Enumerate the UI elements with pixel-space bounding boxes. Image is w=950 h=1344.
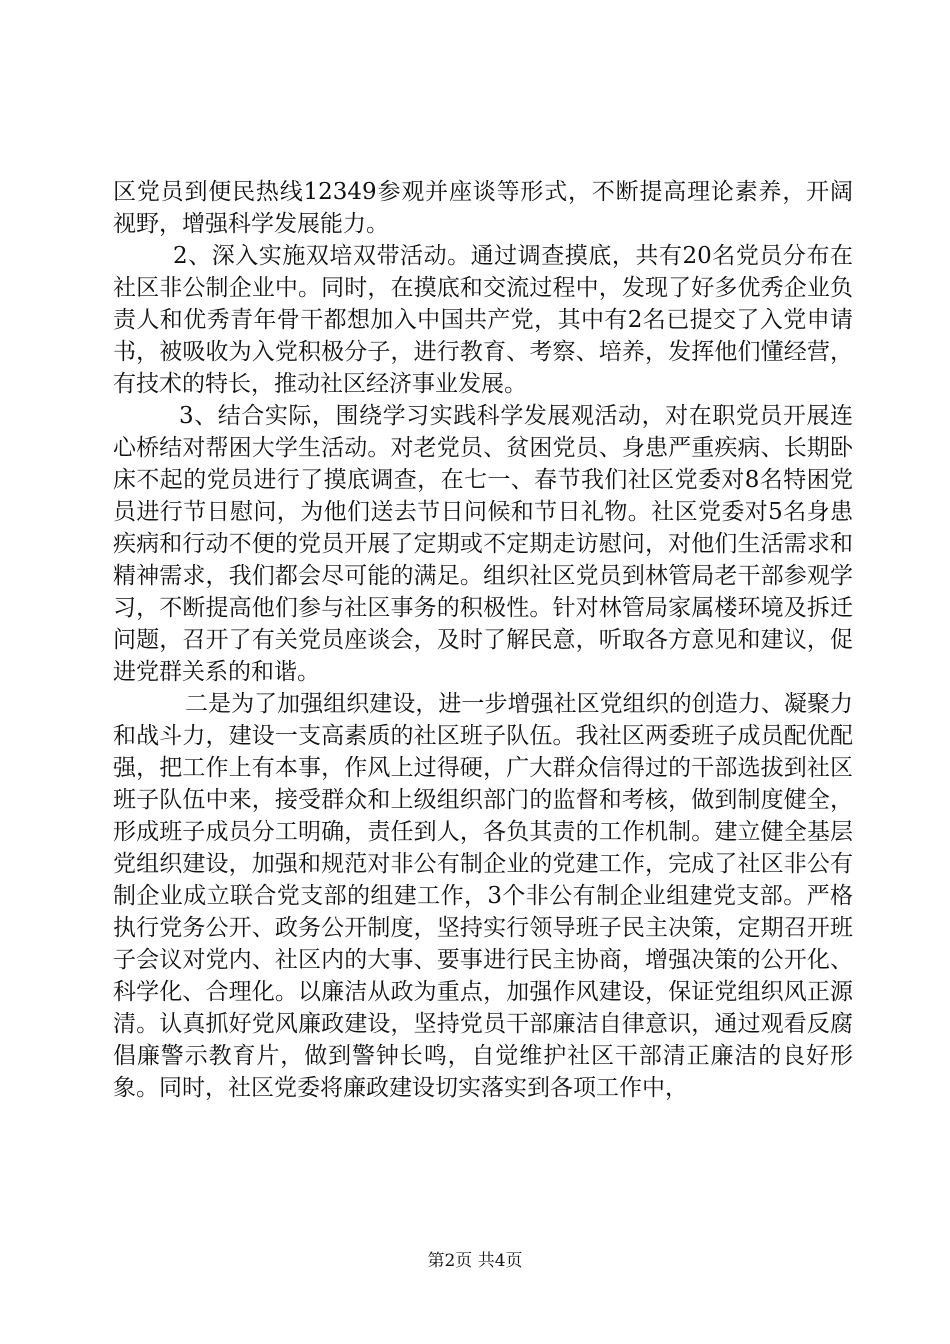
paragraph-organization-building: 二是为了加强组织建设，进一步增强社区党组织的创造力、凝聚力和战斗力，建设一支高素质的社区班子队伍。我社区两委班子成员配优配强，把工作上有本事，作风上过得硬，广大群众信得过的干部选拔到社区班子队伍中来，接受群众和上级组织部门的监督和考核，做到制度健全，形成班子成员分工明确，责任到人，各负其责的工作机制。建立健全基层党组织建设，加强和规范对非公有制企业的党建工作，完成了社区非公有制企业成立联合党支部的组建工作，3个非公有制企业组建党支部。严格执行党务公开、政务公开制度，坚持实行领导班子民主决策，定期召开班子会议对党内、社区内的大事、要事进行民主协商，增强决策的公开化、科学化、合理化。以廉洁从政为重点，加强作风建设，保证党组织风正源清。认真抓好党风廉政建设，坚持党员干部廉洁自律意识，通过观看反腐倡廉警示教育片，做到警钟长鸣，自觉维护社区干部清正廉洁的良好形象。同时，社区党委将廉政建设切实落实到各项工作中， <box>113 691 853 1101</box>
page-number-footer: 第2页 共4页 <box>427 1251 523 1271</box>
paragraph-double-training: 2、深入实施双培双带活动。通过调查摸底，共有20名党员分布在社区非公制企业中。同时，在摸底和交流过程中，发现了好多优秀企业负责人和优秀青年骨干都想加入中国共产党，其中有2名已提交了入党申请书，被吸收为入党积极分子，进行教育、考察、培养，发挥他们懂经营，有技术的特长，推动社区经济事业发展。 <box>113 243 853 397</box>
paragraph-continuation: 区党员到便民热线12349参观并座谈等形式，不断提高理论素养，开阔视野，增强科学发展能力。 <box>113 179 853 237</box>
paragraph-practical-activities: 3、结合实际，围绕学习实践科学发展观活动，对在职党员开展连心桥结对帮困大学生活动。对老党员、贫困党员、身患严重疾病、长期卧床不起的党员进行了摸底调查，在七一、春节我们社区党委对8名特困党员进行节日慰问，为他们送去节日问候和节日礼物。社区党委对5名身患疾病和行动不便的党员开展了定期或不定期走访慰问，对他们生活需求和精神需求，我们都会尽可能的满足。组织社区党员到林管局老干部参观学习，不断提高他们参与社区事务的积极性。针对林管局家属楼环境及拆迁问题，召开了有关党员座谈会，及时了解民意，听取各方意见和建议，促进党群关系的和谐。 <box>113 403 853 685</box>
document-body <box>113 176 853 1104</box>
